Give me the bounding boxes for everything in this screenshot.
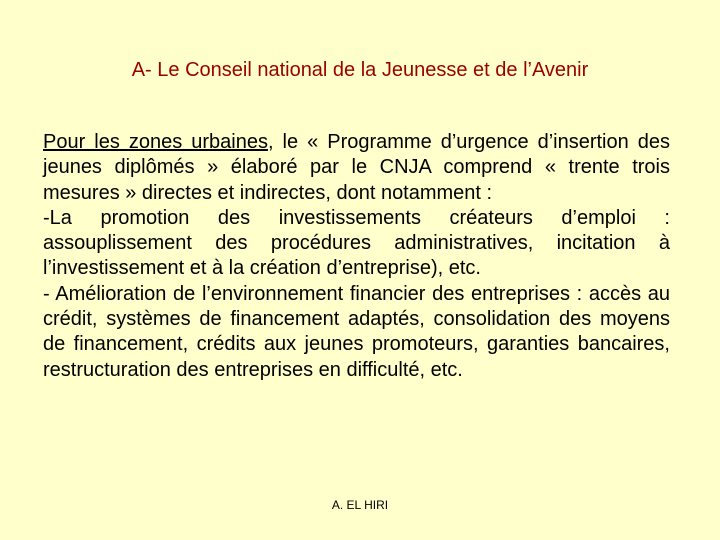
bullet-investments: -La promotion des investissements créateurs d’emploi : assouplissement des procédures administratives, incitation à l’investissement et à la création d’entreprise), etc. [43,206,670,280]
bullet-financial-environment: - Amélioration de l’environnement financier des entreprises : accès au crédit, systèmes de financement adaptés, consolidation des moyens de financement, crédits aux jeunes promoteurs, garanties bancaires, restructuration des entreprises en difficulté, etc. [43,282,670,381]
slide-title: A- Le Conseil national de la Jeunesse et de l’Avenir [131,59,589,81]
intro-underlined-lead: Pour les zones urbaines [43,131,268,153]
intro-rest: , le « Programme d’urgence d’insertion des jeunes diplômés » élaboré par le CNJA comprend « trente trois mesures » directes et indirectes, dont notamment : [43,131,671,204]
intro-paragraph [43,130,670,206]
slide-body [43,130,670,383]
slide-footer-author: A. EL HIRI [331,498,389,512]
